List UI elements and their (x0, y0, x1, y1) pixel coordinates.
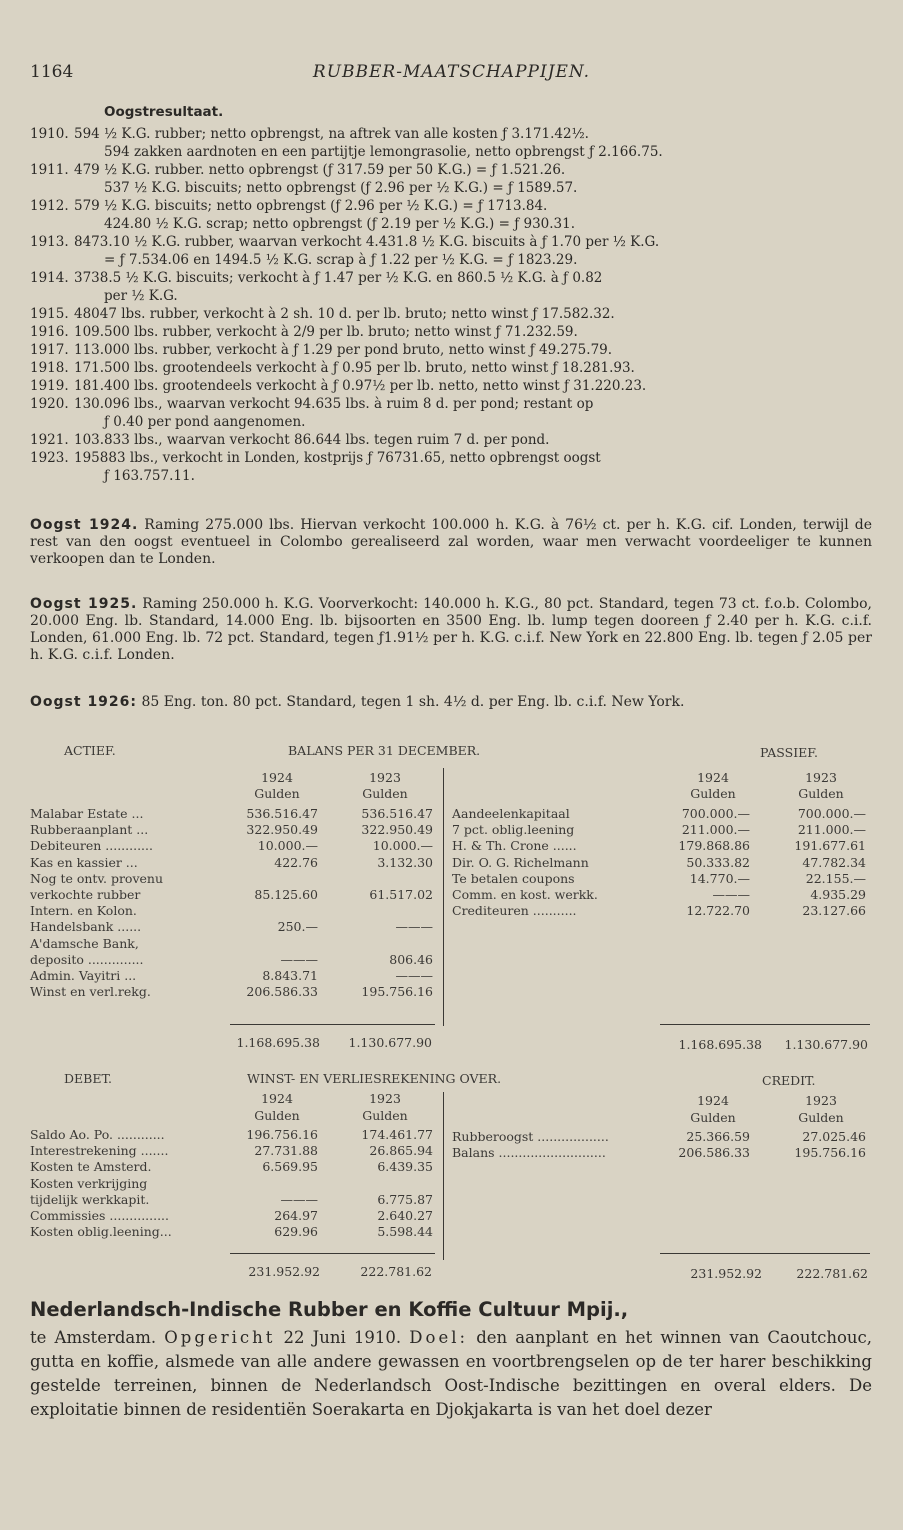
balance-right-total2: 1.130.677.90 (784, 1037, 868, 1052)
pl-left-unit2: Gulden (362, 1108, 408, 1123)
pl-left-row-value-2: 26.865.94 (369, 1143, 433, 1159)
balance-left-row-value-2: ——— (395, 919, 433, 935)
harvest-year: 1917. (30, 342, 69, 358)
running-title: RUBBER-MAATSCHAPPIJEN. (312, 62, 591, 82)
pl-left-row-value-2: 6.439.35 (377, 1159, 433, 1175)
balance-right-row-value-1: 50.333.82 (686, 854, 750, 870)
balance-right-row-value-2: 211.000.— (797, 822, 866, 838)
harvest-text: 171.500 lbs. grootendeels verkocht à ƒ 0.95 per lb. bruto, netto winst ƒ 18.281.93. (74, 360, 635, 376)
balance-right-row-label: Aandeelenkapitaal (452, 806, 570, 821)
pl-right-title: CREDIT. (762, 1073, 816, 1088)
company-seat: te Amsterdam. (30, 1328, 165, 1347)
balance-left-row-value-2: 3.132.30 (377, 854, 433, 870)
pl-right-row-label: Balans ........................... (452, 1145, 606, 1161)
balance-right-row-value-2: 191.677.61 (794, 838, 866, 854)
pl-right-row-value-1: 206.586.33 (678, 1145, 750, 1161)
harvest-year: 1915. (30, 306, 69, 322)
oogst-1925-lead: Oogst 1925. (30, 596, 138, 612)
balance-title: BALANS PER 31 DECEMBER. (288, 743, 481, 758)
company-text: den aanplant en het winnen van Caoutchouc, gutta en koffie, alsmede van alle andere gewassen en voortbrengselen op de ter harer beschikking gestelde terreinen, binnen de Nederlandsch Oost-Indische bezittingen en overal elders. De exploitatie binnen de residentiën Soerakarta en Djokjakarta is van het doel dezer (30, 1328, 873, 1419)
pl-left-title: DEBET. (64, 1071, 112, 1086)
opgericht-date: 22 Juni 1910. (275, 1328, 410, 1347)
pl-divider (443, 1092, 444, 1260)
oogst-1926-lead: Oogst 1926: (30, 694, 138, 710)
balance-right-row-label: 7 pct. oblig.leening (452, 822, 575, 838)
balance-left-row-value-2: 61.517.02 (369, 887, 433, 902)
pl-right-rule (660, 1253, 870, 1254)
balance-right-row-label: Comm. en kost. werkk. (452, 887, 598, 902)
balance-left-row-label: Malabar Estate ... (30, 806, 144, 821)
harvest-text: 594 ½ K.G. rubber; netto opbrengst, na aftrek van alle kosten ƒ 3.171.42½. (74, 126, 589, 142)
harvest-text: 3738.5 ½ K.G. biscuits; verkocht à ƒ 1.47 per ½ K.G. en 860.5 ½ K.G. à ƒ 0.82 (74, 270, 603, 286)
balance-left-row-label: Rubberaanplant ... (30, 822, 149, 838)
harvest-title: Oogstresultaat. (104, 104, 224, 120)
balance-right-year2: 1923 (805, 770, 837, 785)
balance-left-row-value-1: 10.000.— (257, 838, 318, 854)
oogst-1926-text: 85 Eng. ton. 80 pct. Standard, tegen 1 sh. 4½ d. per Eng. lb. c.i.f. New York. (137, 694, 685, 710)
pl-left-row-value-1: ——— (280, 1191, 318, 1207)
pl-left-total1: 231.952.92 (248, 1264, 320, 1279)
harvest-year: 1913. (30, 234, 69, 250)
pl-right-row-value-2: 195.756.16 (794, 1145, 866, 1161)
pl-right-row-value-2: 27.025.46 (802, 1129, 866, 1144)
company-title: Nederlandsch-Indische Rubber en Koffie Cultuur Mpij., (30, 1298, 629, 1321)
balance-left-row-label: Winst en verl.rekg. (30, 984, 151, 1000)
pl-title: WINST- EN VERLIESREKENING OVER. (247, 1071, 502, 1086)
harvest-text: 109.500 lbs. rubber, verkocht à 2/9 per lb. bruto; netto winst ƒ 71.232.59. (74, 324, 578, 340)
pl-left-row-value-1: 196.756.16 (246, 1127, 318, 1142)
balance-left-year1: 1924 (261, 770, 293, 785)
harvest-year: 1916. (30, 324, 69, 340)
harvest-year: 1919. (30, 378, 69, 394)
balance-left-row-value-1: 250.— (277, 919, 318, 935)
balance-right-unit1: Gulden (690, 786, 736, 801)
harvest-year: 1918. (30, 360, 69, 376)
pl-left-row-value-1: 264.97 (274, 1208, 318, 1223)
pl-left-row-label: Kosten oblig.leening... (30, 1224, 172, 1240)
harvest-text: = ƒ 7.534.06 en 1494.5 ½ K.G. scrap à ƒ 1.22 per ½ K.G. = ƒ 1823.29. (104, 252, 578, 268)
pl-left-row-label: Kosten verkrijging (30, 1175, 148, 1191)
harvest-text: per ½ K.G. (104, 288, 178, 304)
harvest-text: ƒ 163.757.11. (104, 468, 195, 484)
balance-right-unit2: Gulden (798, 786, 844, 801)
balance-right-row-label: Dir. O. G. Richelmann (452, 854, 589, 870)
pl-left-row-value-1: 27.731.88 (254, 1143, 318, 1159)
harvest-year: 1912. (30, 198, 69, 214)
balance-left-total2: 1.130.677.90 (348, 1035, 432, 1050)
harvest-text: 537 ½ K.G. biscuits; netto opbrengst (ƒ 2.96 per ½ K.G.) = ƒ 1589.57. (104, 180, 578, 196)
balance-left-title: ACTIEF. (64, 743, 116, 758)
pl-left-year2: 1923 (369, 1091, 401, 1106)
pl-right-year1: 1924 (697, 1093, 729, 1108)
balance-right-row-label: Crediteuren ........... (452, 903, 577, 919)
pl-left-rule (230, 1253, 435, 1254)
pl-left-row-label: Interestrekening ....... (30, 1143, 169, 1159)
balance-left-row-label: Admin. Vayitri ... (30, 968, 137, 983)
harvest-text: ƒ 0.40 per pond aangenomen. (104, 414, 306, 430)
pl-left-row-label: Kosten te Amsterd. (30, 1159, 152, 1175)
balance-left-row-label: A'damsche Bank, (30, 935, 139, 951)
balance-right-row-value-1: 179.868.86 (678, 838, 750, 854)
harvest-text: 130.096 lbs., waarvan verkocht 94.635 lbs. à ruim 8 d. per pond; restant op (74, 396, 594, 412)
pl-left-row-value-1: 6.569.95 (262, 1159, 318, 1175)
pl-left-total2: 222.781.62 (360, 1264, 432, 1279)
pl-left-row-value-2: 6.775.87 (377, 1191, 433, 1207)
balance-right-row-label: H. & Th. Crone ...... (452, 838, 577, 854)
balance-left-row-label: Debiteuren ............ (30, 838, 153, 854)
balance-left-row-label: Handelsbank ...... (30, 919, 142, 935)
harvest-text: 195883 lbs., verkocht in Londen, kostprijs ƒ 76731.65, netto opbrengst oogst (74, 450, 601, 466)
harvest-text: 113.000 lbs. rubber, verkocht à ƒ 1.29 per pond bruto, netto winst ƒ 49.275.79. (74, 342, 613, 358)
pl-left-row-value-1: 629.96 (274, 1224, 318, 1240)
harvest-year: 1923. (30, 450, 69, 466)
balance-left-row-value-1: 422.76 (274, 854, 318, 870)
pl-right-total1: 231.952.92 (690, 1266, 762, 1281)
opgericht-label: Opgericht (164, 1328, 276, 1347)
balance-left-row-value-2: 10.000.— (372, 838, 433, 854)
oogst-1924-lead: Oogst 1924. (30, 517, 139, 533)
pl-left-row-value-2: 174.461.77 (361, 1127, 433, 1142)
balance-right-row-value-2: 4.935.29 (810, 887, 866, 902)
balance-right-title: PASSIEF. (760, 745, 818, 760)
harvest-text: 424.80 ½ K.G. scrap; netto opbrengst (ƒ 2.19 per ½ K.G.) = ƒ 930.31. (104, 216, 576, 232)
pl-left-row-label: Commissies ............... (30, 1208, 170, 1223)
balance-left-row-value-2: 536.516.47 (361, 806, 433, 821)
pl-left-row-value-2: 5.598.44 (377, 1224, 433, 1240)
pl-left-row-label: Saldo Ao. Po. ............ (30, 1127, 165, 1142)
balance-left-row-value-1: 85.125.60 (254, 887, 318, 902)
balance-left-row-value-1: ——— (280, 951, 318, 967)
harvest-text: 8473.10 ½ K.G. rubber, waarvan verkocht 4.431.8 ½ K.G. biscuits à ƒ 1.70 per ½ K.G. (74, 234, 660, 250)
balance-left-row-value-1: 536.516.47 (246, 806, 318, 821)
harvest-year: 1914. (30, 270, 69, 286)
balance-right-row-value-2: 22.155.— (805, 870, 866, 886)
balance-left-unit1: Gulden (254, 786, 300, 801)
balance-left-row-value-2: 195.756.16 (361, 984, 433, 1000)
oogst-1924-text: Raming 275.000 lbs. Hiervan verkocht 100.000 h. K.G. à 76½ ct. per h. K.G. cif. Londen, terwijl de rest van den oogst eventueel in Colombo gerealiseerd zal worden, waar men verwacht voordeeliger te kunnen verkoopen dan te Londen. (30, 517, 872, 567)
harvest-year: 1910. (30, 126, 69, 142)
harvest-text: 579 ½ K.G. biscuits; netto opbrengst (ƒ 2.96 per ½ K.G.) = ƒ 1713.84. (74, 198, 548, 214)
balance-right-total1: 1.168.695.38 (678, 1037, 762, 1052)
company-description (30, 1326, 872, 1422)
balance-right-year1: 1924 (697, 770, 729, 785)
pl-right-row-value-1: 25.366.59 (686, 1129, 750, 1144)
balance-left-row-value-1: 8.843.71 (262, 968, 318, 983)
balance-left-row-label: verkochte rubber (30, 887, 141, 902)
harvest-text: 48047 lbs. rubber, verkocht à 2 sh. 10 d. per lb. bruto; netto winst ƒ 17.582.32. (74, 306, 615, 322)
balance-left-year2: 1923 (369, 770, 401, 785)
pl-right-year2: 1923 (805, 1093, 837, 1108)
harvest-year: 1921. (30, 432, 69, 448)
balance-right-row-value-1: 211.000.— (681, 822, 750, 838)
doel-label: Doel: (409, 1328, 469, 1347)
pl-left-unit1: Gulden (254, 1108, 300, 1123)
pl-right-total2: 222.781.62 (796, 1266, 868, 1281)
harvest-text: 103.833 lbs., waarvan verkocht 86.644 lbs. tegen ruim 7 d. per pond. (74, 432, 550, 448)
harvest-text: 181.400 lbs. grootendeels verkocht à ƒ 0.97½ per lb. netto, netto winst ƒ 31.220.23. (74, 378, 647, 394)
oogst-1925-text: Raming 250.000 h. K.G. Voorverkocht: 140.000 h. K.G., 80 pct. Standard, tegen 73 ct. f.o.b. Colombo, 20.000 Eng. lb. Standard, 14.000 Eng. lb. bijsoorten en 3500 Eng. lb. lump tegen dooreen ƒ 2.40 per h. K.G. c.i.f. Londen, 61.000 Eng. lb. 72 pct. Standard, tegen ƒ1.91½ per h. K.G. c.i.f. New York en 22.800 Eng. lb. tegen ƒ 2.05 per h. K.G. c.i.f. Londen. (30, 596, 872, 663)
balance-left-row-value-2: ——— (395, 968, 433, 983)
harvest-year: 1911. (30, 162, 69, 178)
balance-right-row-value-2: 23.127.66 (802, 903, 866, 919)
pl-right-unit2: Gulden (798, 1110, 844, 1125)
harvest-year: 1920. (30, 396, 69, 412)
harvest-text: 479 ½ K.G. rubber. netto opbrengst (ƒ 317.59 per 50 K.G.) = ƒ 1.521.26. (74, 162, 566, 178)
balance-right-row-value-1: 12.722.70 (686, 903, 750, 919)
balance-left-row-label: Intern. en Kolon. (30, 903, 137, 919)
balance-left-unit2: Gulden (362, 786, 408, 801)
pl-left-row-value-2: 2.640.27 (377, 1208, 433, 1223)
balance-left-row-label: deposito .............. (30, 951, 144, 967)
balance-right-row-value-2: 700.000.— (797, 806, 866, 821)
balance-left-row-label: Kas en kassier ... (30, 854, 138, 870)
balance-left-row-value-2: 806.46 (389, 951, 433, 967)
balance-left-row-label: Nog te ontv. provenu (30, 870, 164, 886)
pl-right-row-label: Rubberoogst .................. (452, 1129, 609, 1144)
balance-right-row-value-1: 700.000.— (681, 806, 750, 821)
pl-left-row-label: tijdelijk werkkapit. (30, 1191, 150, 1207)
pl-left-year1: 1924 (261, 1091, 293, 1106)
balance-right-row-value-1: 14.770.— (689, 870, 750, 886)
page-number: 1164 (30, 62, 74, 82)
harvest-text: 594 zakken aardnoten en een partijtje lemongrasolie, netto opbrengst ƒ 2.166.75. (104, 144, 663, 160)
balance-right-row-value-1: ——— (712, 887, 750, 902)
balance-right-row-value-2: 47.782.34 (802, 854, 866, 870)
balance-left-row-value-2: 322.950.49 (361, 822, 433, 838)
balance-right-row-label: Te betalen coupons (452, 870, 575, 886)
pl-right-unit1: Gulden (690, 1110, 736, 1125)
balance-left-row-value-1: 322.950.49 (246, 822, 318, 838)
balance-left-row-value-1: 206.586.33 (246, 984, 318, 1000)
balance-left-total1: 1.168.695.38 (236, 1035, 320, 1050)
